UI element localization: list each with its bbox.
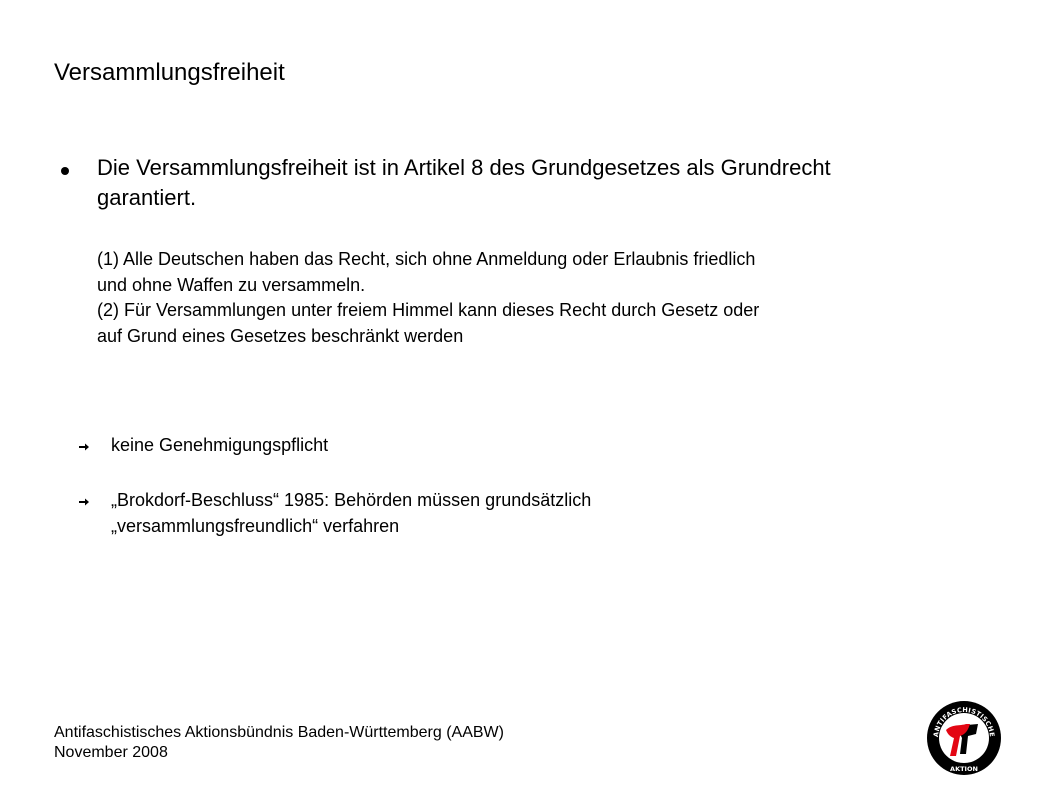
article-line-2: und ohne Waffen zu versammeln. — [97, 274, 366, 295]
article-line-3: (2) Für Versammlungen unter freiem Himmel kann dieses Recht durch Gesetz oder — [97, 300, 760, 320]
arrow-right-icon — [79, 497, 89, 507]
point-2-line-1: „Brokdorf-Beschluss“ 1985: Behörden müssen grundsätzlich — [111, 490, 592, 510]
svg-text:AKTION: AKTION — [950, 765, 978, 773]
point-2-line-2: „versammlungsfreundlich“ verfahren — [111, 516, 400, 536]
article-quote — [97, 247, 1017, 349]
point-item-2 — [111, 487, 591, 539]
bullet-dot-icon — [61, 167, 69, 175]
main-bullet-line-1: Die Versammlungsfreiheit ist in Artikel 8 des Grundgesetzes als Grundrecht — [97, 155, 831, 180]
footer-organization: Antifaschistisches Aktionsbündnis Baden-Württemberg (AABW) — [54, 724, 504, 741]
footer-date: November 2008 — [54, 744, 168, 761]
point-1-line-1: keine Genehmigungspflicht — [111, 435, 329, 455]
point-item-1 — [111, 432, 328, 458]
footer — [54, 723, 504, 763]
antifa-flag-logo-icon — [926, 700, 1002, 776]
article-line-4: auf Grund eines Gesetzes beschränkt werden — [97, 325, 464, 346]
main-bullet-line-2: garantiert. — [97, 185, 197, 210]
article-line-1: (1) Alle Deutschen haben das Recht, sich ohne Anmeldung oder Erlaubnis friedlich — [97, 249, 756, 269]
arrow-right-icon — [79, 442, 89, 452]
main-bullet-text — [97, 153, 1017, 213]
svg-text:ANTIFASCHISTISCHE: ANTIFASCHISTISCHE — [931, 705, 997, 738]
slide-title: Versammlungsfreiheit — [54, 59, 285, 86]
